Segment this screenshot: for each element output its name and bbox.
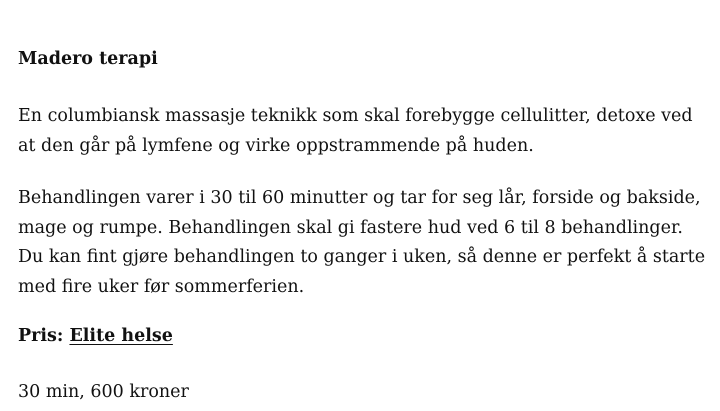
price-line — [18, 326, 173, 346]
cropped-previous-content — [18, 0, 418, 6]
price-provider-link[interactable]: Elite helse — [69, 326, 173, 346]
description-paragraph: En columbiansk massasje teknikk som skal forebygge cellulitter, detoxe ved at den går på lymfene og virke oppstrammende på huden. — [18, 106, 693, 156]
price-detail: 30 min, 600 kroner — [18, 382, 189, 402]
section-title: Madero terapi — [18, 49, 158, 69]
treatment-paragraph: Behandlingen varer i 30 til 60 minutter og tar for seg lår, forside og bakside, mage og rumpe. Behandlingen skal gi fastere hud ved 6 til 8 behandlinger. Du kan fint gjøre behandlingen to ganger i uken, så denne er perfekt å starte med fire uker før sommerferien. — [18, 188, 706, 297]
price-label: Pris: — [18, 326, 64, 346]
